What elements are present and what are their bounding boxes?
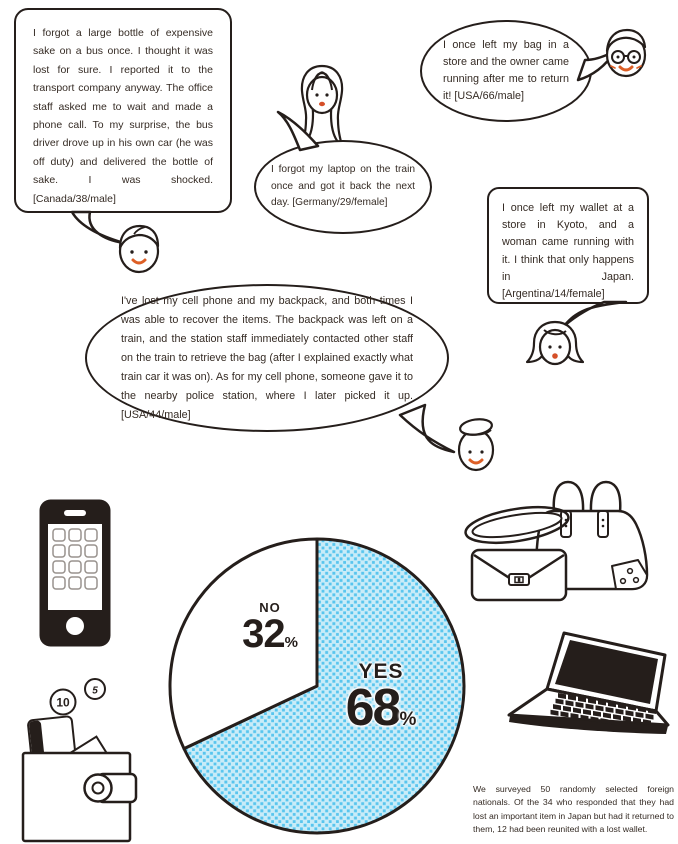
speech-bubble-usa66	[420, 20, 592, 122]
speech-bubble-argentina	[487, 187, 649, 304]
shoulder-bag-icon	[463, 501, 571, 600]
lips	[319, 102, 325, 106]
coin-10-value: 10	[56, 695, 70, 710]
home-button	[66, 617, 84, 635]
no-value: 32	[242, 612, 285, 656]
open-mouth	[552, 353, 558, 359]
pie-chart	[166, 535, 468, 837]
bags-illustration	[462, 478, 674, 606]
coin-5-value: 5	[92, 685, 98, 697]
yes-label: YES	[358, 660, 404, 683]
speech-bubble-usa44	[85, 284, 449, 432]
no-percent-sign: %	[284, 634, 298, 651]
wallet-icon	[14, 662, 144, 844]
pie-label-yes	[314, 660, 448, 737]
quote-argentina: I once left my wallet at a store in Kyoto, and a woman came running with it. I think that only happens in Japan. [Argentina/14/female]	[502, 202, 634, 301]
yes-value: 68	[345, 679, 400, 737]
speech-bubble-canada	[14, 8, 232, 213]
no-label: NO	[259, 600, 281, 615]
yes-percent-sign: %	[399, 709, 417, 730]
speech-bubble-tail-germany	[274, 108, 322, 156]
survey-note: We surveyed 50 randomly selected foreign nationals. Of the 34 who responded that they had lost an important item in Japan but had it returned to them, 12 had been reunited with a lost wallet.	[473, 784, 674, 835]
face-girl-argentina-icon	[526, 316, 584, 372]
quote-usa66: I once left my bag in a store and the owner came running after me to return it! [USA/66/male]	[443, 39, 569, 102]
quote-canada: I forgot a large bottle of expensive sake on a bus once. I thought it was lost for sure. I reported it to the transport company anyway. The office staff asked me to wait and made a phone call. To my surprise, the bus driver drove up in his own car (he was off duty) and delivered the bottle of sake. I was shocked. [Canada/38/male]	[33, 27, 213, 205]
face-man-usa44-icon	[450, 414, 502, 474]
laptop-icon	[506, 630, 674, 748]
face-man-canada-icon	[112, 218, 166, 280]
face-man-usa66-icon	[600, 24, 652, 82]
quote-usa44: I've lost my cell phone and my backpack, and both times I was able to recover the items. The backpack was left on a train, and the station staff immediately contacted other staff on the train to retrieve the bag (after I explained exactly what train car it was on). As for my cell phone, someone gave it to the nearby police station, where I later picked it up. [USA/44/male]	[121, 294, 413, 421]
smartphone-icon	[38, 498, 112, 648]
quote-germany: I forgot my laptop on the train once and got it back the next day. [Germany/29/female]	[271, 164, 415, 209]
pie-label-no	[218, 601, 322, 654]
